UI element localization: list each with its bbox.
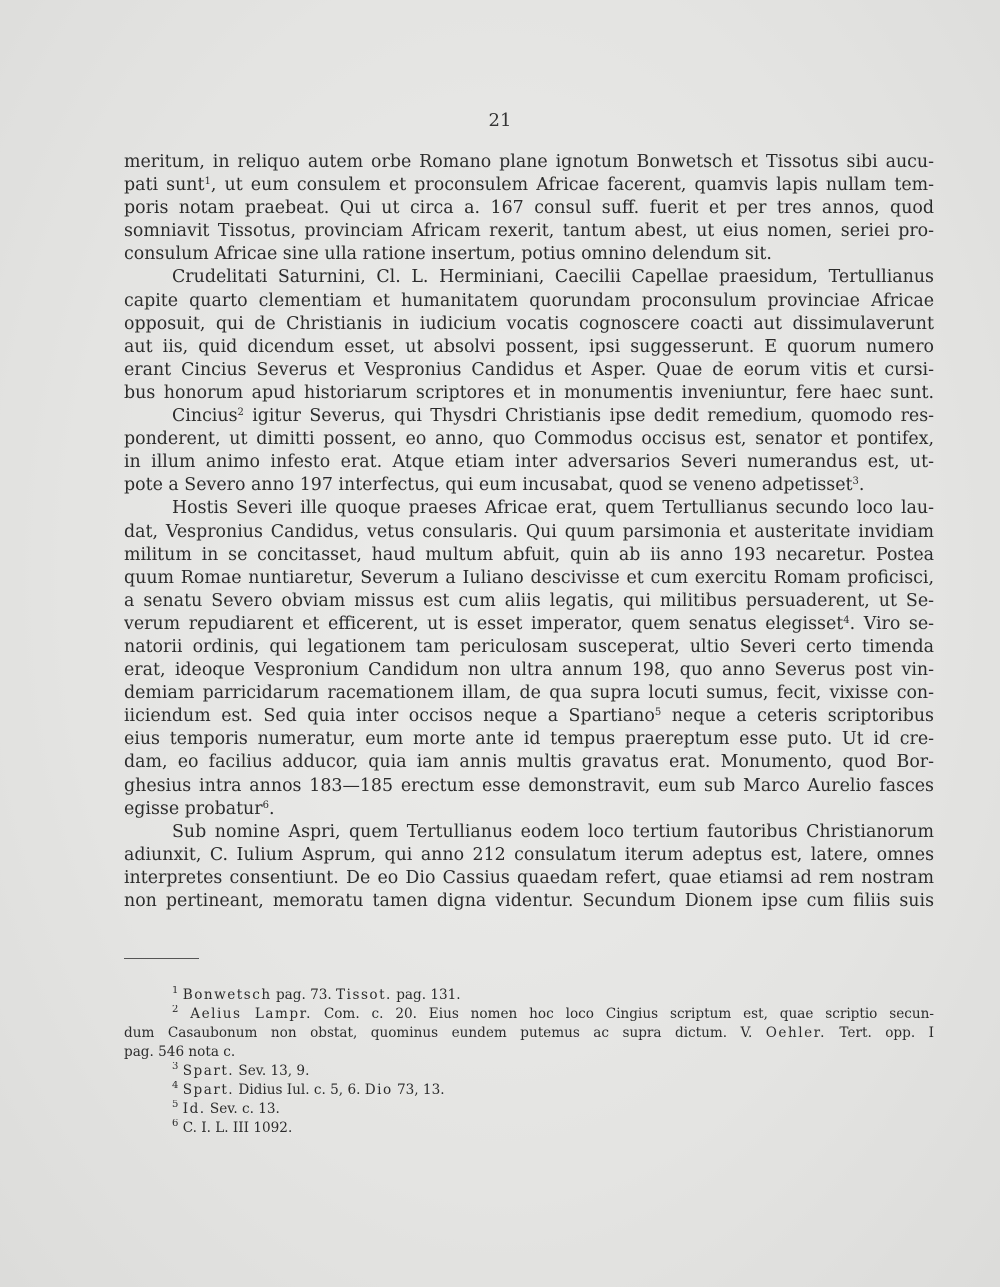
footnote-number: 4 (172, 1081, 179, 1091)
text-line: quum Romae nuntiaretur, Severum a Iuliano descivisse et cum exercitu Romam proficisci, (124, 567, 934, 588)
text-segment: verum repudiarent et efficerent, ut is esset imperator, quem senatus elegisset (124, 613, 844, 634)
footnote-text: Sev. 13, 9. (234, 1063, 310, 1079)
text-line: a senatu Severo obviam missus est cum aliis legatis, qui militibus persuaderent, ut Se- (124, 590, 934, 611)
text-segment: iiciendum est. Sed quia inter occisos neque a Spartiano (124, 706, 655, 727)
text-line: erant Cincius Severus et Vespronius Candidus et Asper. Quae de eorum vitis et cursi- (124, 359, 934, 380)
text-line: in illum animo infesto erat. Atque etiam inter adversarios Severi numerandus est, ut- (124, 452, 934, 473)
main-text (124, 151, 934, 913)
footnote-text: Sev. c. 13. (205, 1101, 280, 1117)
footnote-number: 3 (172, 1062, 179, 1072)
page-number: 21 (488, 110, 512, 131)
footnote-author: Spart. (182, 1082, 235, 1098)
footnote-ref: 4 (843, 614, 850, 626)
footnote-2-cont (124, 1024, 934, 1043)
text-line: militum in se concitasset, haud multum abfuit, quin ab iis anno 193 necaretur. Postea (124, 544, 934, 565)
footnote-text: dum Casaubonum non obstat, quominus eundem putemus ac supra dictum. V. (124, 1025, 766, 1041)
text-line: erat, ideoque Vespronium Candidum non ultra annum 198, quo anno Severus post vin- (124, 660, 934, 681)
text-segment: , ut eum consulem et proconsulem Africae facerent, quamvis lapis nullam tem- (210, 175, 934, 196)
footnote-2 (124, 1005, 934, 1024)
footnote-author: Id. (182, 1101, 206, 1117)
footnote-author: Tissot. (336, 987, 392, 1003)
footnote-number: 5 (172, 1100, 179, 1110)
text-line: capite quarto clementiam et humanitatem quorundam proconsulum provinciae Africae (124, 290, 934, 311)
footnote-text: 73, 13. (392, 1082, 445, 1098)
footnote-4 (124, 1081, 934, 1100)
footnote-6 (124, 1119, 934, 1138)
footnote-author: Dio (364, 1082, 393, 1098)
text-line: aut iis, quid dicendum esset, ut absolvi possent, ipsi suggesserunt. E quorum numero (124, 336, 934, 357)
text-line: opposuit, qui de Christianis in iudicium vocatis cognoscere coacti aut dissimulaverunt (124, 313, 934, 334)
text-line: ghesius intra annos 183—185 erectum esse demonstravit, eum sub Marco Aurelio fasces (124, 775, 934, 796)
text-line: poris notam praebeat. Qui ut circa a. 167 consul suff. fuerit et per tres annos, quod (124, 198, 934, 219)
footnote-ref: 2 (237, 407, 244, 419)
text-line (124, 613, 934, 636)
text-segment: egisse probatur (124, 798, 263, 819)
footnote-text: Didius Iul. c. 5, 6. (234, 1082, 365, 1098)
text-line (124, 474, 934, 497)
footnote-ref: 1 (204, 176, 211, 188)
text-line: demiam parricidarum racemationem illam, de qua supra locuti sumus, fecit, vixisse con- (124, 683, 934, 704)
footnote-ref: 5 (654, 707, 662, 719)
footnote-3 (124, 1062, 934, 1081)
footnote-number: 6 (172, 1119, 179, 1129)
text-line: meritum, in reliquo autem orbe Romano plane ignotum Bonwetsch et Tissotus sibi aucu- (124, 152, 934, 172)
footnote-ref: 6 (262, 799, 269, 811)
footnote-2-cont: pag. 546 nota c. (124, 1044, 236, 1060)
footnote-number: 2 (172, 1005, 179, 1015)
text-line: adiunxit, C. Iulium Asprum, qui anno 212 consulatum iterum adeptus est, latere, omnes (124, 844, 934, 865)
footnote-author: Aelius Lampr. (190, 1006, 312, 1022)
footnote-text: pag. 131. (391, 987, 461, 1003)
text-line: interpretes consentiunt. De eo Dio Cassius quaedam refert, quae etiamsi ad rem nostram (124, 867, 934, 888)
text-segment: igitur Severus, qui Thysdri Christianis ipse dedit remedium, quomodo res- (243, 406, 934, 427)
footnote-number: 1 (172, 986, 179, 996)
text-segment: . Viro se- (849, 613, 934, 634)
text-line (124, 174, 934, 197)
text-line: ponderent, ut dimitti possent, eo anno, quo Commodus occisus est, senator et pontifex, (124, 429, 934, 450)
text-segment: Cincius (172, 406, 238, 427)
text-line: bus honorum apud historiarum scriptores et in monumentis inveniuntur, fere haec sunt. (124, 382, 934, 403)
text-line: eius temporis numeratur, eum morte ante id tempus praereptum esse puto. Ut id cre- (124, 729, 934, 750)
footnote-ref: 3 (852, 476, 859, 488)
text-line: Crudelitati Saturnini, Cl. L. Herminiani, Caecilii Capellae praesidum, Tertullianus (172, 267, 934, 288)
footnote-text: Tert. opp. I (825, 1025, 934, 1041)
text-segment: pati sunt (124, 175, 205, 196)
footnote-author: Oehler. (765, 1025, 826, 1041)
text-line: dam, eo facilius adducor, quia iam annis multis gravatus erat. Monumento, quod Bor- (124, 752, 934, 773)
text-segment: . (268, 798, 275, 819)
footnotes (124, 986, 934, 1138)
text-line: Hostis Severi ille quoque praeses Africae erat, quem Tertullianus secundo loco lau- (172, 498, 934, 519)
text-line: somniavit Tissotus, provinciam Africam rexerit, tantum abest, ut eius nomen, seriei pro- (124, 221, 934, 242)
footnote-5 (124, 1100, 934, 1119)
text-line: non pertineant, memoratu tamen digna videntur. Secundum Dionem ipse cum filiis suis (124, 891, 934, 911)
footnote-text: pag. 73. (271, 987, 337, 1003)
text-line (124, 705, 934, 728)
footnote-1 (124, 986, 934, 1005)
footnote-author: Spart. (182, 1063, 235, 1079)
footnote-text: Com. c. 20. Eius nomen hoc loco Cingius scriptum est, quae scriptio secun- (311, 1006, 934, 1022)
text-line: Sub nomine Aspri, quem Tertullianus eodem loco tertium fautoribus Christianorum (172, 821, 934, 842)
footnote-text: C. I. L. III 1092. (178, 1120, 293, 1136)
text-line (124, 405, 934, 428)
footnote-divider (124, 958, 199, 959)
text-segment: neque a ceteris scriptoribus (661, 706, 934, 727)
text-line: natorii ordinis, qui legationem tam periculosam susceperat, ultio Severi certo timenda (124, 636, 934, 657)
text-line (124, 798, 934, 821)
text-segment: pote a Severo anno 197 interfectus, qui eum incusabat, quod se veneno adpetisset (124, 475, 853, 496)
footnote-author: Bonwetsch (182, 987, 272, 1003)
text-line: dat, Vespronius Candidus, vetus consularis. Qui quum parsimonia et austeritate invidiam (124, 521, 934, 542)
text-segment: . (858, 475, 865, 496)
text-line: consulum Africae sine ulla ratione insertum, potius omnino delendum sit. (124, 244, 772, 265)
